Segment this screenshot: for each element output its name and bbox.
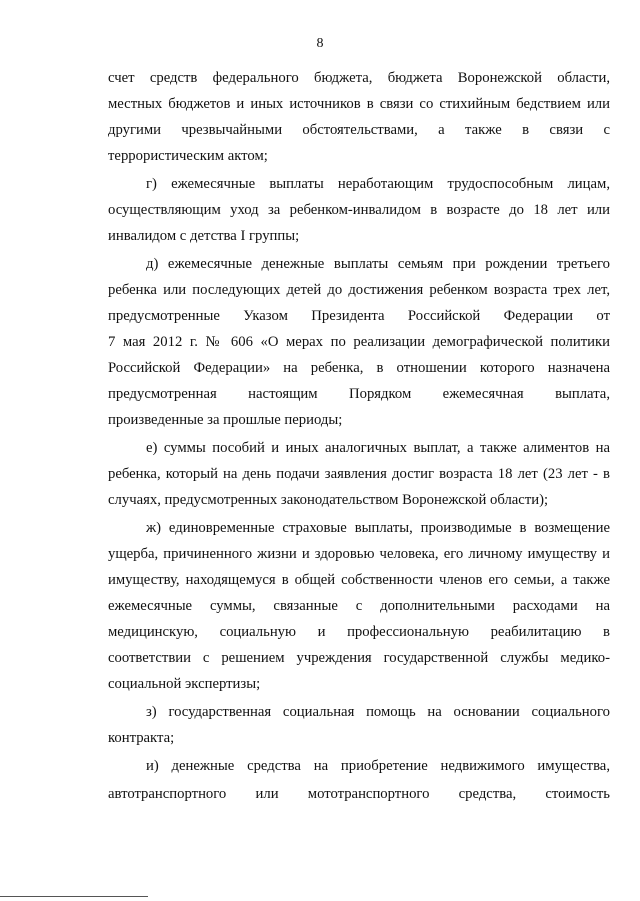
text-line: местных бюджетов и иных источников в связи со стихийным бедствием или (108, 96, 610, 112)
footer-rule (0, 896, 148, 897)
text-line: г) ежемесячные выплаты неработающим трудоспособным лицам, (146, 176, 610, 192)
text-line: ежемесячные суммы, связанные с дополнительными расходами на (108, 598, 610, 614)
text-line: медицинскую, социальную и профессиональную реабилитацию в (108, 624, 610, 640)
text-line: контракта; (108, 730, 175, 746)
text-line: предусмотренная настоящим Порядком ежемесячная выплата, (108, 386, 610, 402)
text-line: ущерба, причиненного жизни и здоровью человека, его личному имуществу и (108, 546, 610, 562)
text-line: соответствии с решением учреждения государственной службы медико- (108, 650, 610, 666)
text-line: 7 мая 2012 г. № 606 «О мерах по реализации демографической политики (108, 334, 610, 350)
page-number: 8 (316, 36, 324, 51)
text-line: Российской Федерации» на ребенка, в отношении которого назначена (108, 360, 610, 376)
text-line: и) денежные средства на приобретение недвижимого имущества, (146, 758, 610, 774)
text-line: имуществу, находящемуся в общей собственности членов его семьи, а также (108, 572, 610, 588)
text-line: осуществляющим уход за ребенком-инвалидом в возрасте до 18 лет или (108, 202, 610, 218)
text-line: социальной экспертизы; (108, 676, 261, 692)
text-line: другими чрезвычайными обстоятельствами, а также в связи с (108, 122, 610, 138)
text-line: инвалидом с детства I группы; (108, 228, 300, 244)
text-line: е) суммы пособий и иных аналогичных выплат, а также алиментов на (146, 440, 610, 456)
text-line: автотранспортного или мототранспортного средства, стоимость (108, 786, 610, 802)
text-line: ребенка, который на день подачи заявления достиг возраста 18 лет (23 лет - в (108, 466, 610, 482)
text-line: з) государственная социальная помощь на основании социального (146, 704, 610, 720)
text-line: террористическим актом; (108, 148, 268, 164)
text-line: д) ежемесячные денежные выплаты семьям при рождении третьего (146, 256, 610, 272)
text-line: счет средств федерального бюджета, бюджета Воронежской области, (108, 70, 610, 86)
text-line: случаях, предусмотренных законодательством Воронежской области); (108, 492, 549, 508)
text-line: предусмотренные Указом Президента Российской Федерации от (108, 308, 610, 324)
text-line: произведенные за прошлые периоды; (108, 412, 343, 428)
text-line: ж) единовременные страховые выплаты, производимые в возмещение (146, 520, 610, 536)
text-line: ребенка или последующих детей до достижения ребенком возраста трех лет, (108, 282, 610, 298)
